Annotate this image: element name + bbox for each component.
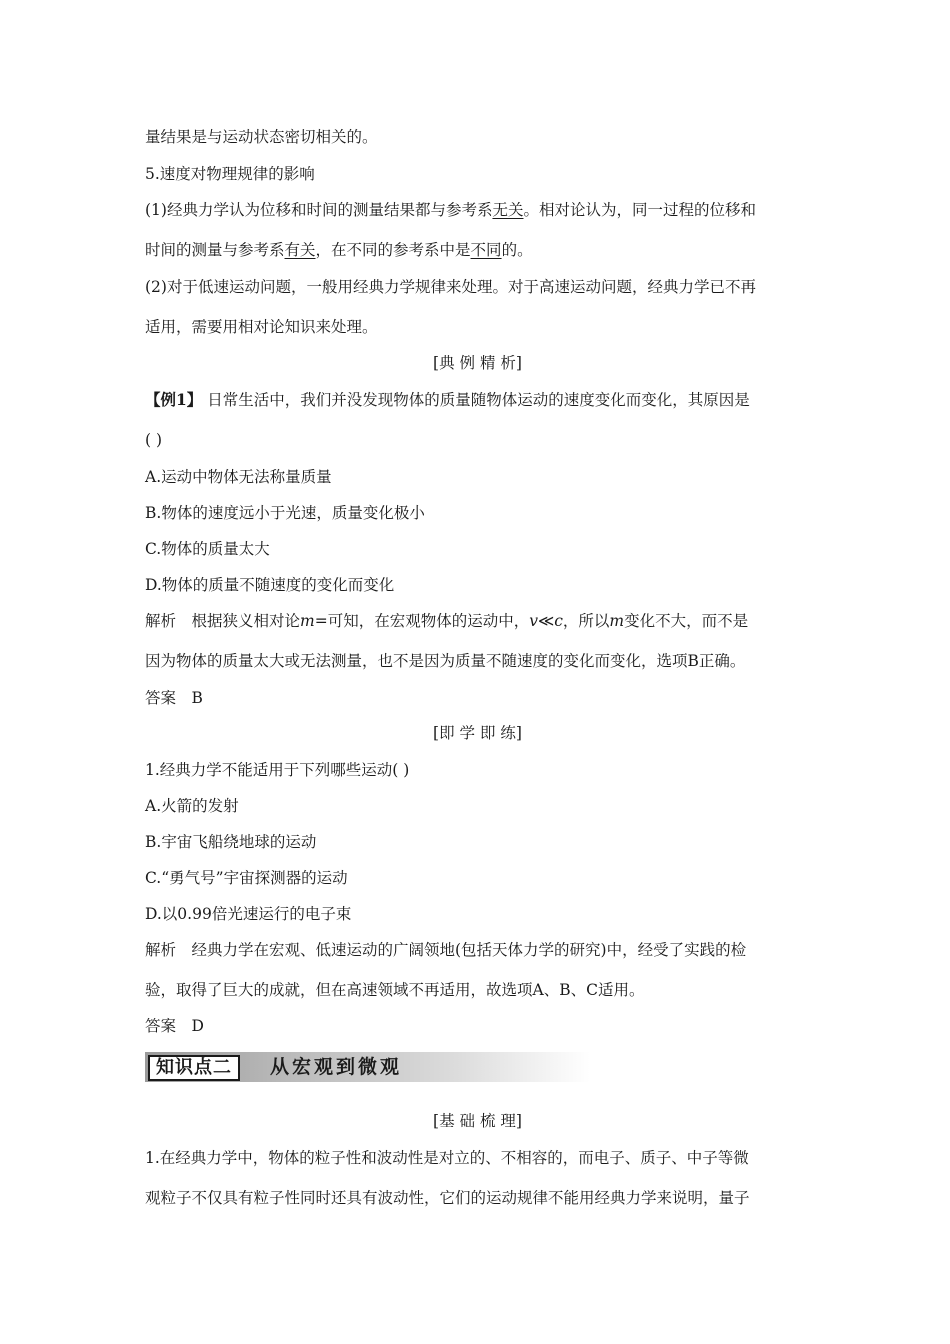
answer-line: 答案 D: [145, 1017, 204, 1035]
section-heading: [基 础 梳 理]: [433, 1112, 522, 1130]
math-var: m: [300, 612, 315, 630]
subsection-title: 5.速度对物理规律的影响: [145, 165, 315, 183]
option-a: A.火箭的发射: [145, 797, 239, 815]
text-line: (2)对于低速运动问题，一般用经典力学规律来处理。对于高速运动问题，经典力学已不再: [145, 278, 756, 296]
banner-title: 从宏观到微观: [270, 1056, 403, 1078]
text-span: 变化不大，而不是: [624, 612, 749, 630]
text-span: 的。: [501, 241, 533, 259]
text-line: 量结果是与运动状态密切相关的。: [145, 128, 378, 146]
text-line: [145, 200, 810, 220]
text-span: 解析 根据狭义相对论: [145, 612, 301, 630]
analysis-line: [145, 611, 810, 631]
text-line: [145, 240, 810, 260]
analysis-line: 因为物体的质量太大或无法测量，也不是因为质量不随速度的变化而变化，选项B正确。: [145, 652, 746, 670]
text-line: 适用，需要用相对论知识来处理。: [145, 318, 378, 336]
option-b: B.物体的速度远小于光速，质量变化极小: [145, 504, 425, 522]
knowledge-point-banner: [145, 1052, 590, 1082]
analysis-line: 解析 经典力学在宏观、低速运动的广阔领地(包括天体力学的研究)中，经受了实践的检: [145, 941, 747, 959]
underlined-answer: 有关: [284, 241, 316, 259]
section-heading: [即 学 即 练]: [433, 724, 522, 742]
answer-line: 答案 B: [145, 689, 203, 707]
answer-paren: ( ): [145, 431, 163, 449]
text-line: 观粒子不仅具有粒子性同时还具有波动性，它们的运动规律不能用经典力学来说明，量子: [145, 1189, 750, 1207]
math-var: m: [609, 612, 625, 630]
analysis-line: 验，取得了巨大的成就，但在高速领域不再适用，故选项A、B、C适用。: [145, 981, 645, 999]
underlined-answer: 不同: [470, 241, 502, 259]
option-a: A.运动中物体无法称量质量: [145, 468, 332, 486]
option-d: D.以0.99倍光速运行的电子束: [145, 905, 352, 923]
banner-label: 知识点二: [148, 1055, 240, 1081]
math-var: v: [529, 612, 538, 630]
exercise-question: 1.经典力学不能适用于下列哪些运动( ): [145, 761, 410, 779]
text-span: ，所以: [562, 612, 610, 630]
text-span: ，在不同的参考系中是: [315, 241, 471, 259]
text-span: 。相对论认为，同一过程的位移和: [523, 201, 756, 219]
text-span: =可知，在宏观物体的运动中，: [314, 612, 530, 630]
math-symbol: ≪: [537, 612, 555, 630]
example-question: [145, 390, 810, 410]
section-heading: [典 例 精 析]: [433, 354, 522, 372]
text-span: (1)经典力学认为位移和时间的测量结果都与参考系: [145, 201, 493, 219]
option-b: B.宇宙飞船绕地球的运动: [145, 833, 317, 851]
text-line: 1.在经典力学中，物体的粒子性和波动性是对立的、不相容的，而电子、质子、中子等微: [145, 1149, 749, 1167]
question-text: 日常生活中，我们并没发现物体的质量随物体运动的速度变化而变化，其原因是: [202, 391, 750, 409]
option-d: D.物体的质量不随速度的变化而变化: [145, 576, 395, 594]
example-tag: 【例1】: [145, 390, 203, 409]
math-var: c: [554, 612, 563, 630]
option-c: C.物体的质量太大: [145, 540, 270, 558]
underlined-answer: 无关: [492, 201, 524, 219]
option-c: C.“勇气号”宇宙探测器的运动: [145, 869, 348, 887]
text-span: 时间的测量与参考系: [145, 241, 285, 259]
